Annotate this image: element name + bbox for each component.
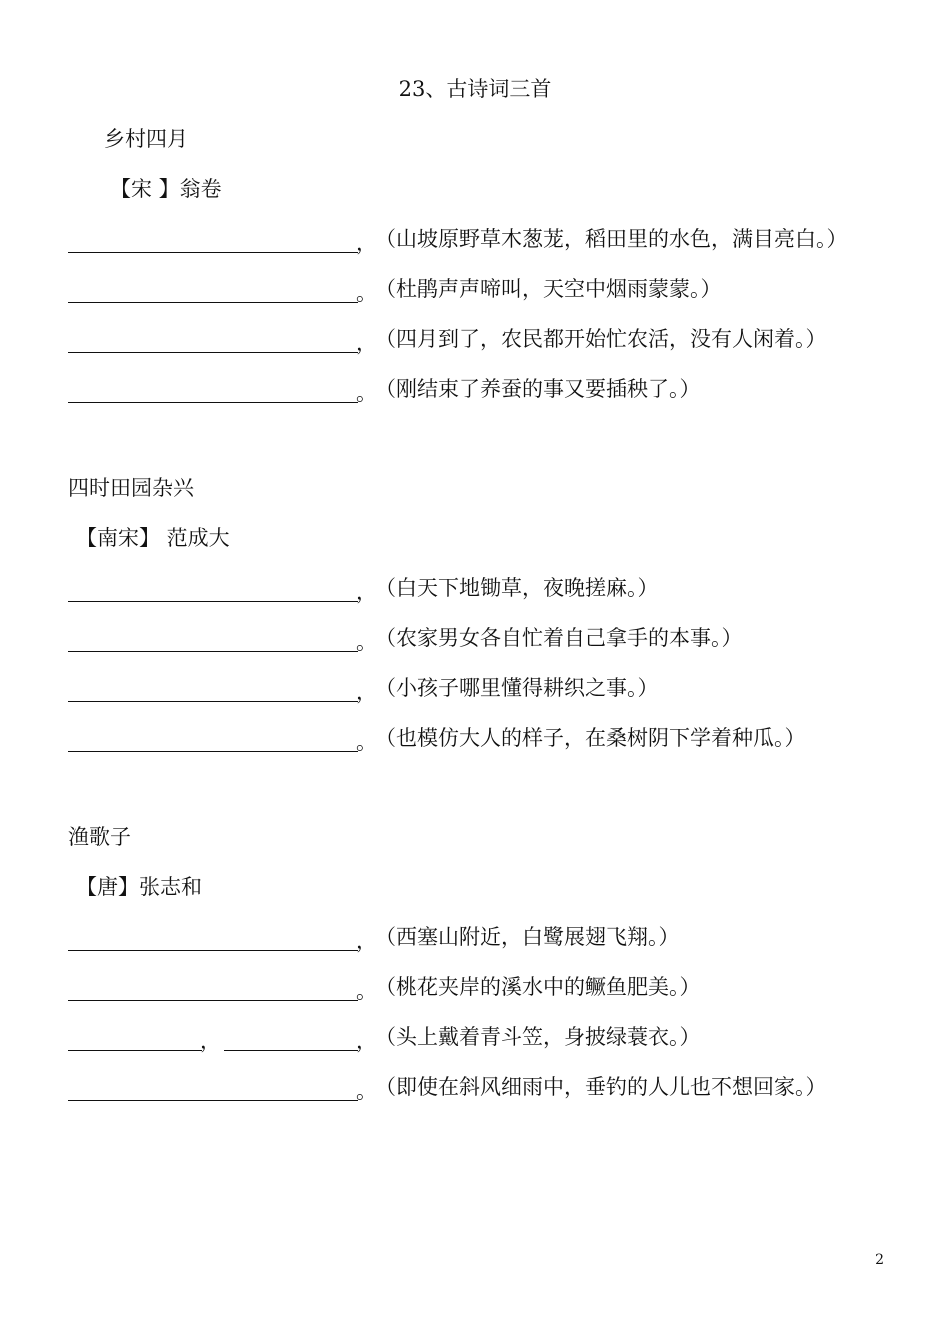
line-punct: ， bbox=[356, 1029, 377, 1053]
line-punct: 。 bbox=[356, 979, 377, 1003]
line-punct: ， bbox=[356, 231, 377, 255]
line-punct: 。 bbox=[356, 1079, 377, 1103]
poem-author-3: 【唐】张志和 bbox=[76, 875, 202, 899]
poem-title-2: 四时田园杂兴 bbox=[68, 476, 194, 500]
line-punct: 。 bbox=[356, 381, 377, 405]
answer-blank[interactable] bbox=[68, 601, 358, 602]
line-punct: ， bbox=[356, 580, 377, 604]
answer-blank[interactable] bbox=[68, 302, 358, 303]
line-gloss: （小孩子哪里懂得耕织之事。） bbox=[375, 676, 659, 700]
answer-blank[interactable] bbox=[68, 1000, 358, 1001]
page-title: 23、古诗词三首 bbox=[398, 77, 552, 101]
poem-author-1: 【宋 】翁卷 bbox=[110, 177, 222, 201]
line-gloss: （西塞山附近，白鹭展翅飞翔。） bbox=[375, 925, 680, 949]
answer-blank-short[interactable] bbox=[224, 1050, 358, 1051]
answer-blank[interactable] bbox=[68, 651, 358, 652]
line-punct: 。 bbox=[356, 730, 377, 754]
line-gloss: （桃花夹岸的溪水中的鳜鱼肥美。） bbox=[375, 975, 701, 999]
answer-blank[interactable] bbox=[68, 402, 358, 403]
answer-blank-short[interactable] bbox=[68, 1050, 202, 1051]
answer-blank[interactable] bbox=[68, 701, 358, 702]
line-gloss: （头上戴着青斗笠，身披绿蓑衣。） bbox=[375, 1025, 701, 1049]
line-punct: ， bbox=[356, 680, 377, 704]
poem-title-1: 乡村四月 bbox=[104, 127, 188, 151]
line-gloss: （刚结束了养蚕的事又要插秧了。） bbox=[375, 377, 701, 401]
line-gloss: （农家男女各自忙着自己拿手的本事。） bbox=[375, 626, 743, 650]
answer-blank[interactable] bbox=[68, 1100, 358, 1101]
line-gloss: （四月到了，农民都开始忙农活，没有人闲着。） bbox=[375, 327, 827, 351]
line-mid-punct: ， bbox=[200, 1029, 221, 1053]
answer-blank[interactable] bbox=[68, 352, 358, 353]
answer-blank[interactable] bbox=[68, 950, 358, 951]
line-gloss: （白天下地锄草，夜晚搓麻。） bbox=[375, 576, 659, 600]
line-gloss: （山坡原野草木葱茏，稻田里的水色，满目亮白。） bbox=[375, 227, 848, 251]
poem-author-2: 【南宋】 范成大 bbox=[76, 526, 230, 550]
page-number: 2 bbox=[875, 1252, 884, 1268]
poem-title-3: 渔歌子 bbox=[68, 825, 131, 849]
line-punct: 。 bbox=[356, 281, 377, 305]
line-punct: 。 bbox=[356, 630, 377, 654]
line-punct: ， bbox=[356, 331, 377, 355]
answer-blank[interactable] bbox=[68, 252, 358, 253]
line-punct: ， bbox=[356, 929, 377, 953]
line-gloss: （也模仿大人的样子，在桑树阴下学着种瓜。） bbox=[375, 726, 806, 750]
answer-blank[interactable] bbox=[68, 751, 358, 752]
line-gloss: （杜鹃声声啼叫，天空中烟雨蒙蒙。） bbox=[375, 277, 722, 301]
line-gloss: （即使在斜风细雨中，垂钓的人儿也不想回家。） bbox=[375, 1075, 827, 1099]
